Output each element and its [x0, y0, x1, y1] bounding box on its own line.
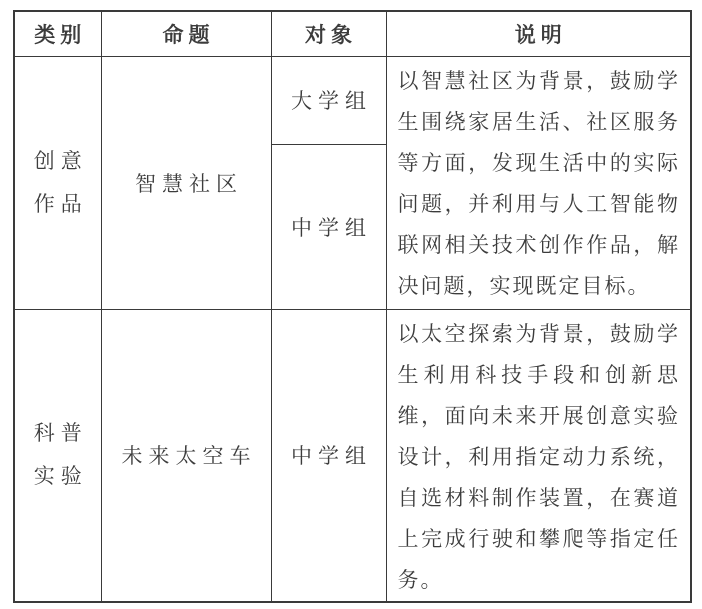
header-category: 类别: [14, 11, 101, 56]
header-target-group: 对象: [271, 11, 386, 56]
header-description: 说明: [386, 11, 691, 56]
category-line: 实验: [33, 464, 88, 488]
header-topic: 命题: [101, 11, 271, 56]
table-row-science-experiment: [14, 309, 691, 602]
cell-category-creative-works: [14, 56, 101, 309]
cell-topic-smart-community: 智慧社区: [101, 56, 271, 309]
table-row-creative-university: [14, 56, 691, 144]
cell-category-science-experiment: [14, 309, 101, 602]
cell-description-smart-community: 以智慧社区为背景，鼓励学生围绕家居生活、社区服务等方面，发现生活中的实际问题，并利用与人工智能物联网相关技术创作作品，解决问题，实现既定目标。: [386, 56, 691, 309]
table-header-row: [14, 11, 691, 56]
category-line: 创意: [33, 148, 88, 173]
cell-topic-future-space-vehicle: 未来太空车: [101, 309, 271, 602]
cell-group-middle-school: 中学组: [271, 144, 386, 309]
cell-description-future-space-vehicle: 以太空探索为背景，鼓励学生利用科技手段和创新思维，面向未来开展创意实验设计，利用指定动力系统，自选材料制作装置，在赛道上完成行驶和攀爬等指定任务。: [386, 309, 691, 602]
cell-group-middle-school: 中学组: [271, 309, 386, 602]
competition-categories-table: [13, 10, 692, 603]
category-line: 作品: [33, 191, 88, 216]
category-line: 科普: [33, 421, 88, 445]
cell-group-university: 大学组: [271, 56, 386, 144]
